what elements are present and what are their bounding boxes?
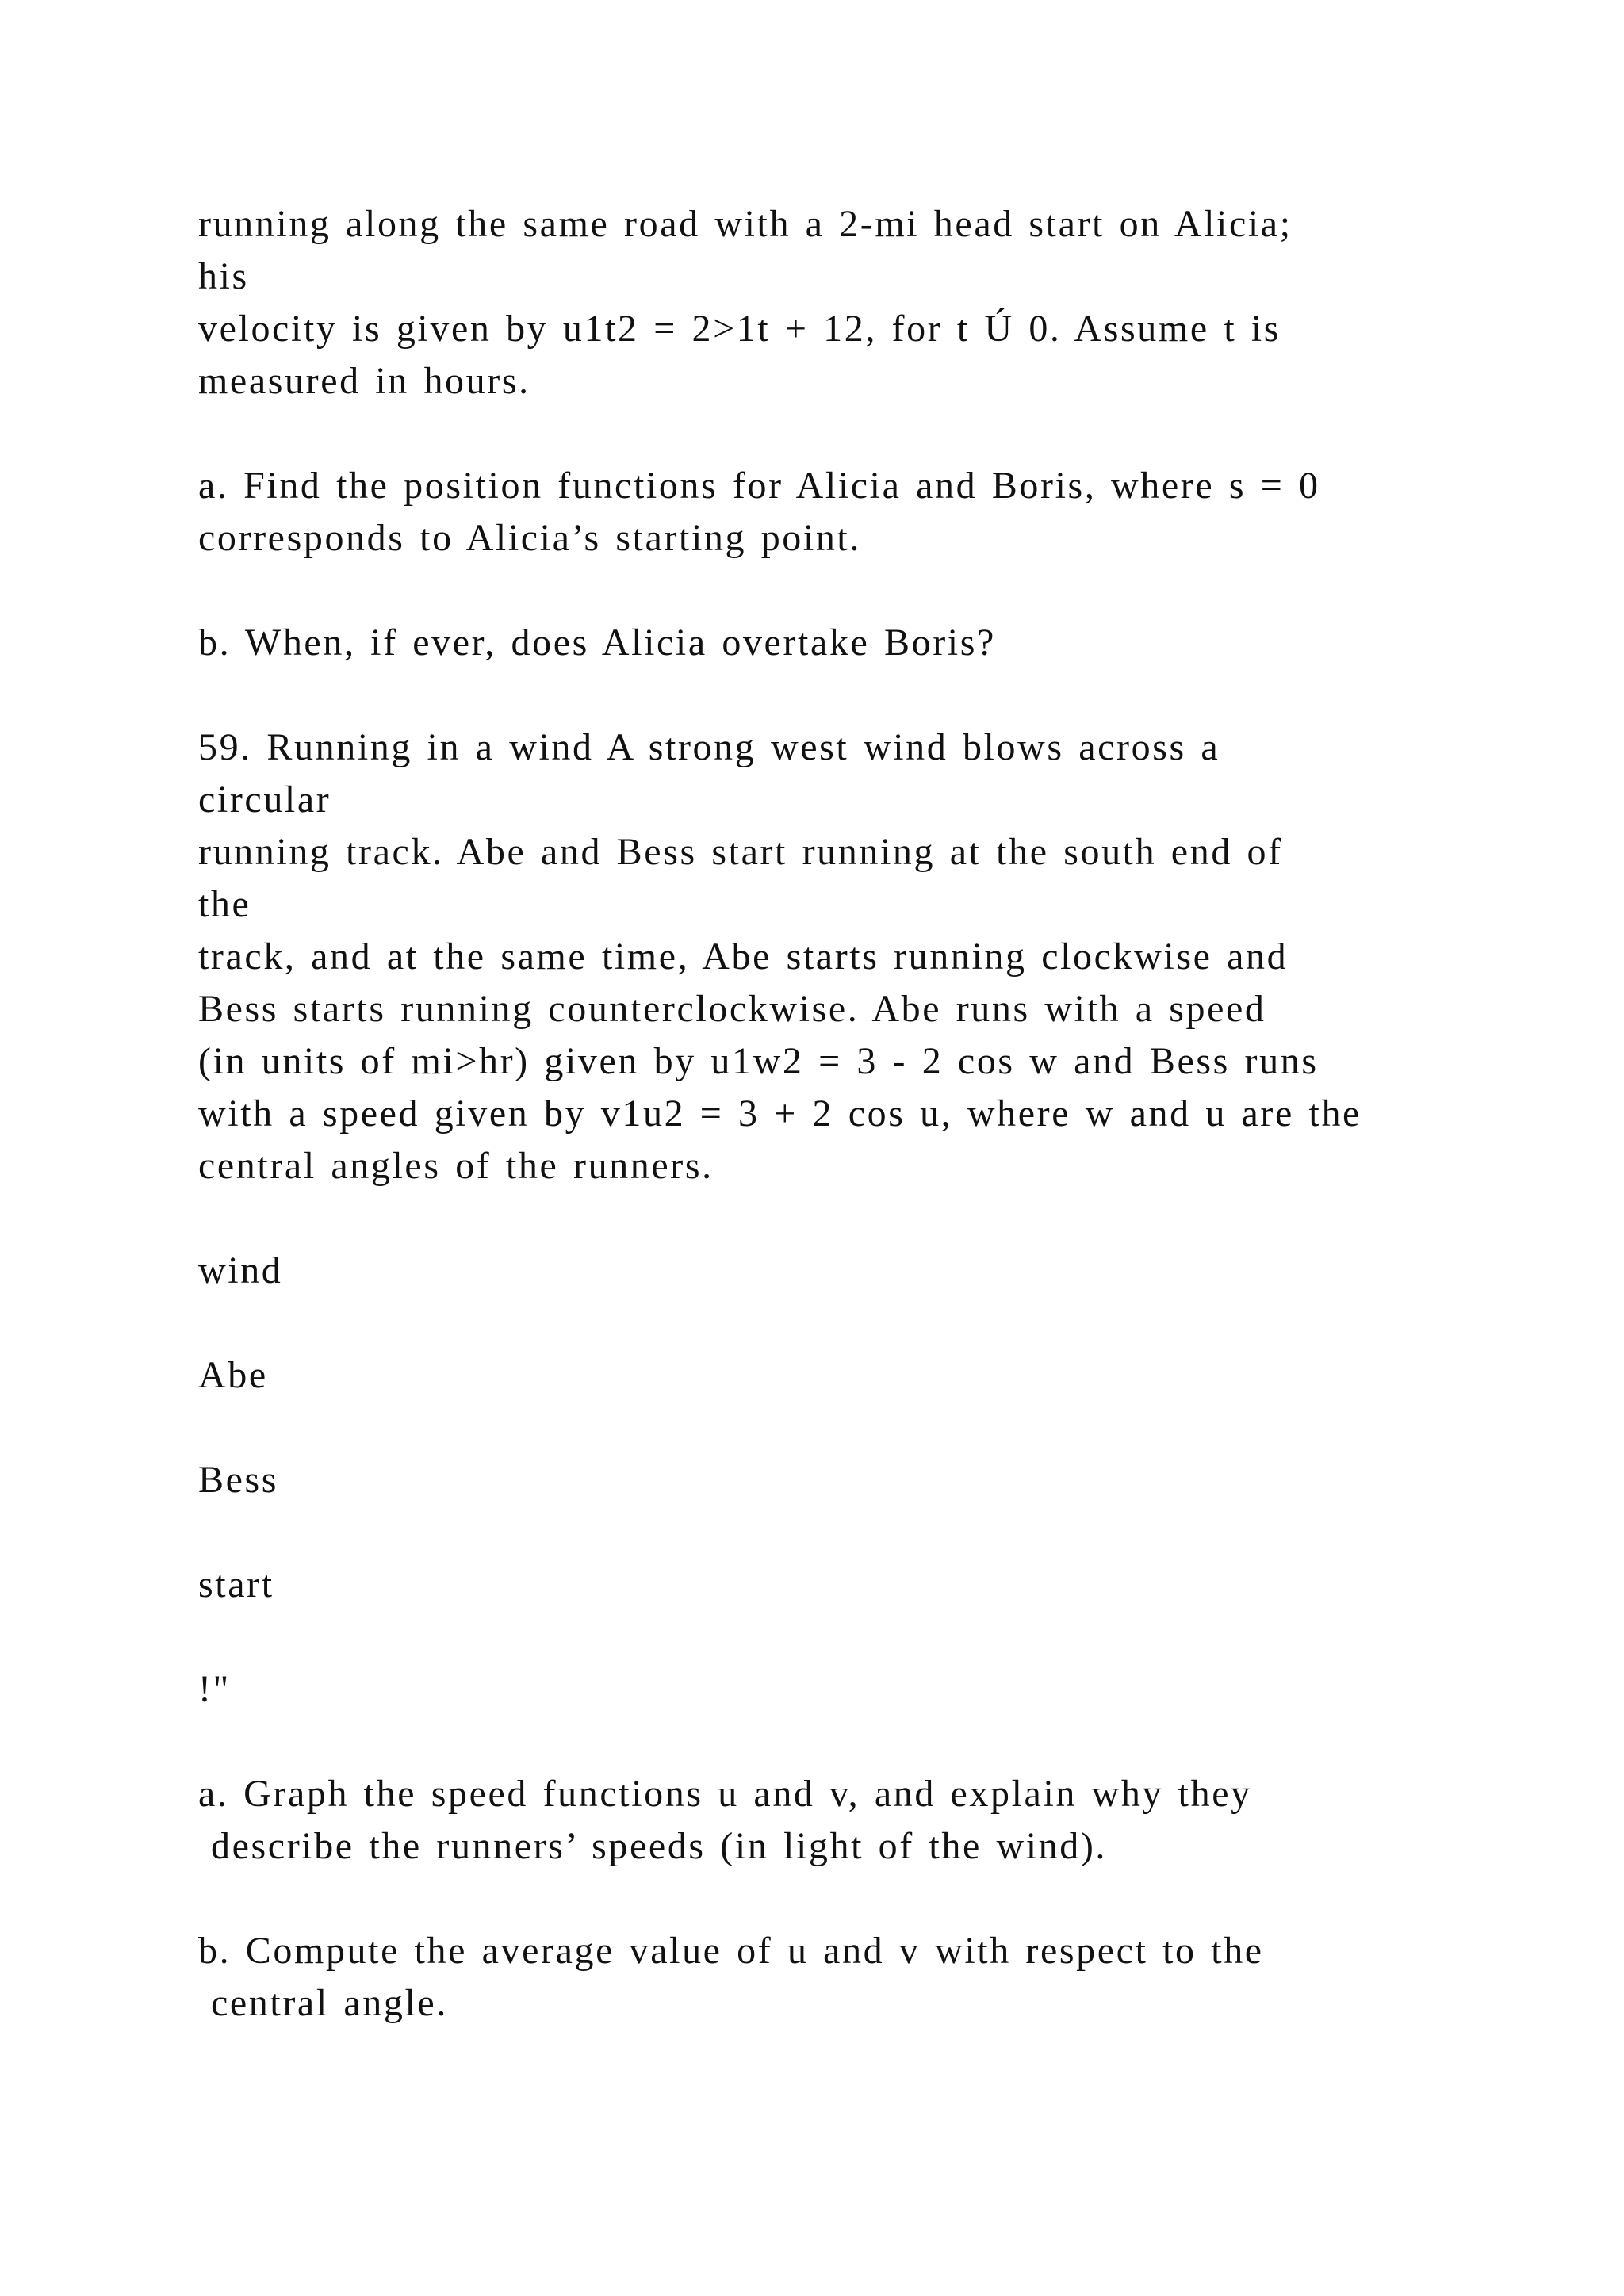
text-line: corresponds to Alicia’s starting point. [198,517,861,559]
text-line: a. Find the position functions for Alicia and Boris, where s = 0 [198,465,1320,507]
text-line: (in units of mi>hr) given by u1w2 = 3 - 2 cos w and Bess runs [198,1040,1319,1082]
text-line: describe the runners’ speeds (in light of the wind). [211,1825,1108,1867]
text-line: central angle. [211,1982,448,2024]
text-line: circular [198,779,331,821]
text-line: central angles of the runners. [198,1145,714,1187]
text-line: 59. Running in a wind A strong west wind blows across a [198,726,1220,768]
text-line: b. Compute the average value of u and v with respect to the [198,1930,1264,1972]
text-line: measured in hours. [198,360,530,402]
text-line: Bess starts running counterclockwise. Abe runs with a speed [198,988,1266,1030]
text-line: with a speed given by v1u2 = 3 + 2 cos u, where w and u are the [198,1093,1362,1135]
text-line: start [198,1563,274,1605]
text-line: velocity is given by u1t2 = 2>1t + 12, for t Ú 0. Assume t is [198,308,1281,350]
text-line: track, and at the same time, Abe starts running clockwise and [198,936,1289,978]
text-line: his [198,255,249,297]
text-line: !" [198,1668,231,1710]
text-line: b. When, if ever, does Alicia overtake Boris? [198,622,996,664]
text-line: the [198,883,251,925]
text-line: a. Graph the speed functions u and v, and explain why they [198,1773,1252,1815]
text-line: running track. Abe and Bess start running at the south end of [198,831,1283,873]
text-line: running along the same road with a 2-mi head start on Alicia; [198,203,1293,245]
text-line: wind [198,1249,283,1292]
text-line: Abe [198,1354,268,1396]
text-line: Bess [198,1459,279,1501]
